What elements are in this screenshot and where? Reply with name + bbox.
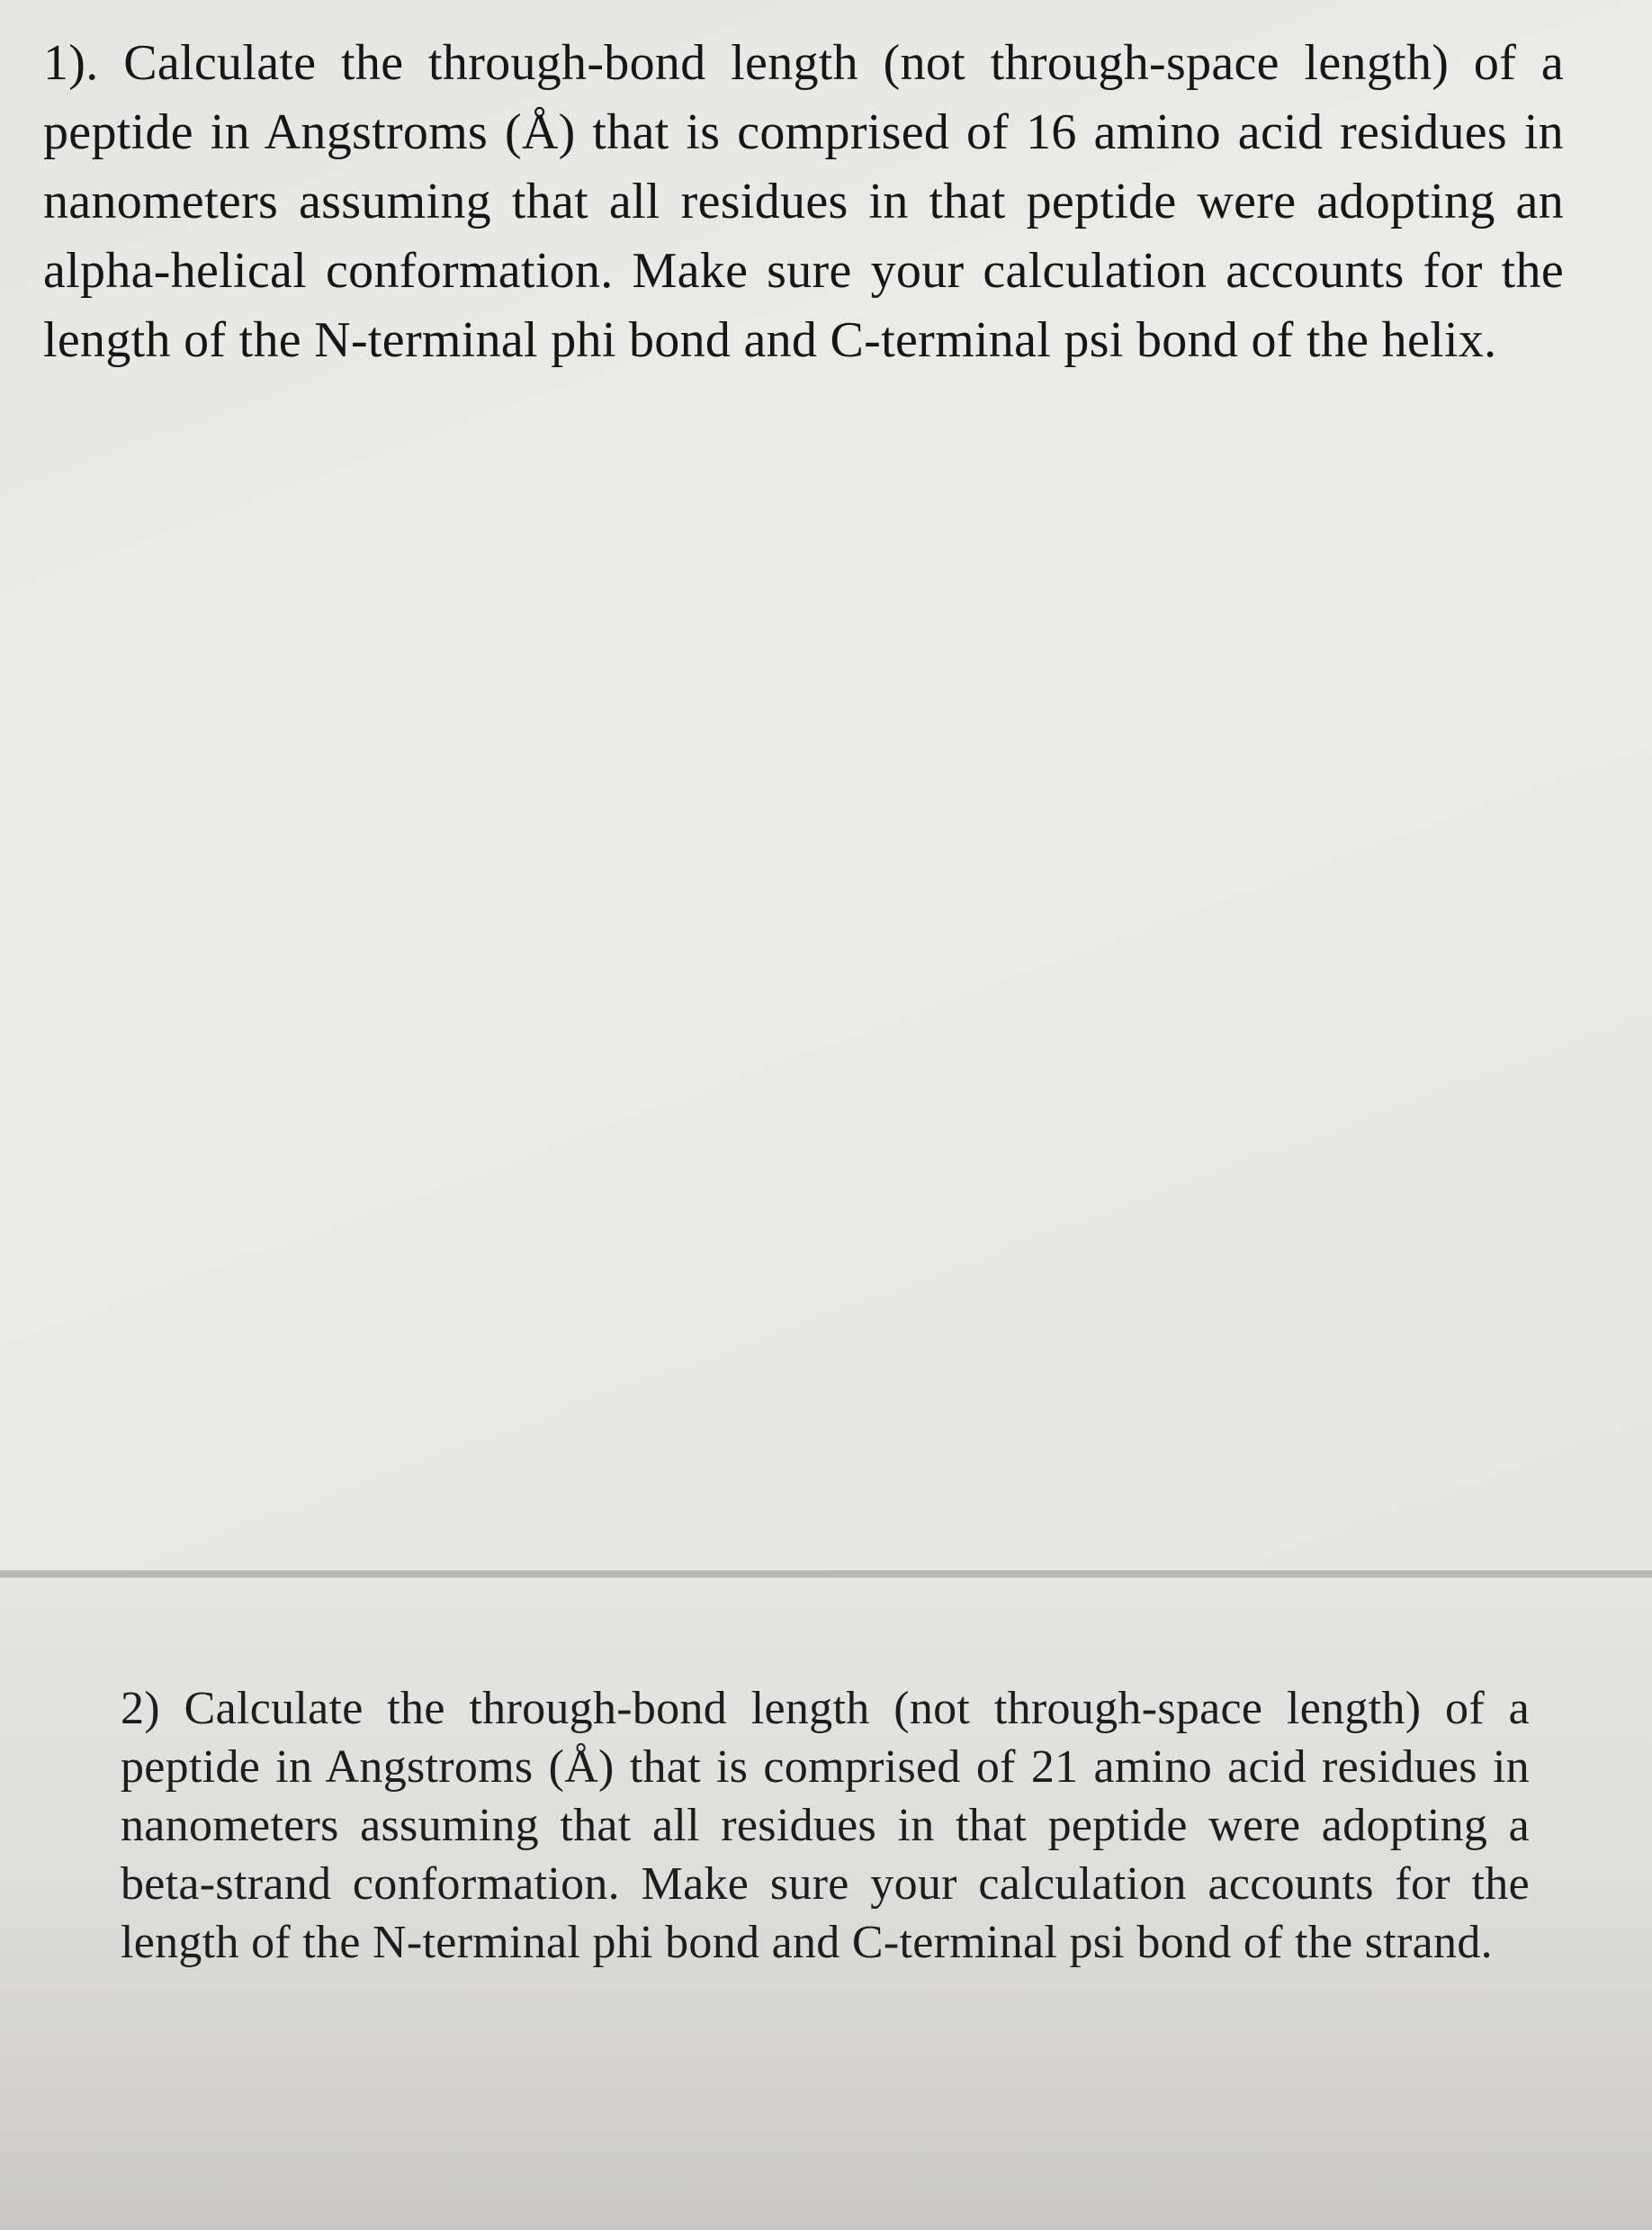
question-1-text: 1). Calculate the through-bond length (not through-space length) of a peptide in Angstroms (Å) that is comprised of 16 amino acid residues in nanometers assuming that all residues in that peptide were adopting an alpha-helical conformation. Make sure your calculation accounts for the length of the N-terminal phi bond and C-terminal psi bond of the helix. xyxy=(43,35,1564,368)
section-divider xyxy=(0,1570,1652,1578)
question-2-text: 2) Calculate the through-bond length (not through-space length) of a peptide in Angstroms (Å) that is comprised of 21 amino acid residues in nanometers assuming that all residues in that peptide were adopting a beta-strand conformation. Make sure your calculation accounts for the length of the N-terminal phi bond and C-terminal psi bond of the strand. xyxy=(121,1683,1530,1968)
